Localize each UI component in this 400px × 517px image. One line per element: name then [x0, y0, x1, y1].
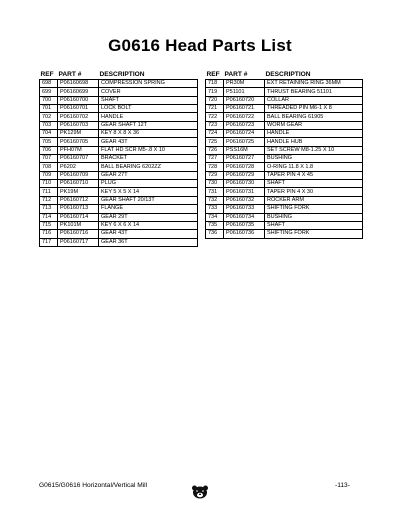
- description-cell: SET SCREW M8-1.25 X 10: [265, 146, 363, 154]
- description-cell: GEAR 27T: [99, 171, 198, 179]
- part-number-cell: P06160730: [224, 180, 265, 188]
- description-cell: COVER: [99, 88, 198, 96]
- table-row: [40, 205, 198, 213]
- part-number-cell: P06160714: [58, 213, 99, 221]
- table-row: [40, 138, 198, 146]
- part-number-cell: P06160710: [58, 180, 99, 188]
- table-row: [40, 130, 198, 138]
- part-number-cell: P06160705: [58, 138, 99, 146]
- ref-cell: 698: [40, 80, 58, 88]
- page-number: -113-: [335, 482, 350, 489]
- ref-cell: 703: [40, 121, 58, 129]
- description-cell: GEAR 29T: [99, 213, 198, 221]
- table-row: [206, 105, 363, 113]
- parts-table-left-body: [40, 80, 198, 247]
- part-number-cell: P06160700: [58, 96, 99, 104]
- ref-cell: 725: [206, 138, 224, 146]
- table-row: [206, 80, 363, 88]
- table-row: [40, 213, 198, 221]
- table-row: [40, 180, 198, 188]
- description-cell: GEAR SHAFT 12T: [99, 121, 198, 129]
- description-cell: GEAR 36T: [99, 238, 198, 246]
- ref-cell: 736: [206, 230, 224, 238]
- table-row: [206, 221, 363, 229]
- table-row: [40, 121, 198, 129]
- description-cell: SHIFTING FORK: [265, 230, 363, 238]
- description-cell: BALL BEARING 6202ZZ: [99, 163, 198, 171]
- part-number-cell: P06160707: [58, 155, 99, 163]
- description-cell: BRACKET: [99, 155, 198, 163]
- description-cell: BUSHING: [265, 213, 363, 221]
- part-number-cell: P06160709: [58, 171, 99, 179]
- ref-cell: 731: [206, 188, 224, 196]
- ref-cell: 717: [40, 238, 58, 246]
- table-row: [40, 230, 198, 238]
- ref-cell: 712: [40, 196, 58, 204]
- description-cell: HANDLE HUB: [265, 138, 363, 146]
- ref-cell: 718: [206, 80, 224, 88]
- description-cell: KEY 5 X 5 X 14: [99, 188, 198, 196]
- bear-head-icon: [191, 485, 209, 499]
- part-number-cell: P06160717: [58, 238, 99, 246]
- table-row: [40, 221, 198, 229]
- description-cell: TAPER PIN 4 X 30: [265, 188, 363, 196]
- part-number-cell: P06160712: [58, 196, 99, 204]
- ref-cell: 727: [206, 155, 224, 163]
- part-number-cell: P06160733: [224, 205, 265, 213]
- part-number-cell: PSS16M: [224, 146, 265, 154]
- table-row: [206, 171, 363, 179]
- ref-column-header: REF: [40, 70, 54, 78]
- ref-cell: 716: [40, 230, 58, 238]
- table-row: [206, 88, 363, 96]
- ref-cell: 699: [40, 88, 58, 96]
- part-number-cell: P51101: [224, 88, 265, 96]
- part-number-cell: P06160729: [224, 171, 265, 179]
- ref-cell: 700: [40, 96, 58, 104]
- table-header-row: [40, 70, 198, 80]
- ref-cell: 723: [206, 121, 224, 129]
- description-cell: COLLAR: [265, 96, 363, 104]
- ref-cell: 728: [206, 163, 224, 171]
- parts-table-left: [39, 70, 198, 247]
- table-row: [40, 88, 198, 96]
- description-cell: SHAFT: [265, 180, 363, 188]
- part-number-cell: P06160736: [224, 230, 265, 238]
- ref-column-header: REF: [206, 70, 220, 78]
- part-number-cell: P06160723: [224, 121, 265, 129]
- part-number-cell: PK129M: [58, 130, 99, 138]
- part-number-cell: P6202: [58, 163, 99, 171]
- table-row: [40, 238, 198, 246]
- ref-cell: 702: [40, 113, 58, 121]
- description-cell: TAPER PIN 4 X 45: [265, 171, 363, 179]
- table-row: [206, 213, 363, 221]
- page-title: G0616 Head Parts List: [108, 36, 292, 55]
- ref-cell: 732: [206, 196, 224, 204]
- part-number-cell: PFH07M: [58, 146, 99, 154]
- ref-cell: 711: [40, 188, 58, 196]
- table-row: [206, 163, 363, 171]
- ref-cell: 701: [40, 105, 58, 113]
- part-number-cell: P06160702: [58, 113, 99, 121]
- description-cell: ROCKER ARM: [265, 196, 363, 204]
- description-cell: HANDLE: [99, 113, 198, 121]
- description-cell: KEY 8 X 8 X 36: [99, 130, 198, 138]
- ref-cell: 724: [206, 130, 224, 138]
- ref-cell: 714: [40, 213, 58, 221]
- part-number-cell: PR30M: [224, 80, 265, 88]
- part-column-header: PART #: [58, 70, 82, 78]
- description-cell: BUSHING: [265, 155, 363, 163]
- ref-cell: 713: [40, 205, 58, 213]
- part-number-cell: P06160703: [58, 121, 99, 129]
- part-number-cell: P06160721: [224, 105, 265, 113]
- description-cell: PLUG: [99, 180, 198, 188]
- table-row: [206, 138, 363, 146]
- description-column-header: DESCRIPTION: [265, 70, 311, 78]
- part-number-cell: P06160732: [224, 196, 265, 204]
- ref-cell: 705: [40, 138, 58, 146]
- part-number-cell: P06160713: [58, 205, 99, 213]
- table-row: [40, 188, 198, 196]
- ref-cell: 735: [206, 221, 224, 229]
- ref-cell: 734: [206, 213, 224, 221]
- ref-cell: 721: [206, 105, 224, 113]
- ref-cell: 720: [206, 96, 224, 104]
- part-number-cell: P06160725: [224, 138, 265, 146]
- description-cell: SHAFT: [265, 221, 363, 229]
- description-cell: SHIFTING FORK: [265, 205, 363, 213]
- part-column-header: PART #: [224, 70, 248, 78]
- ref-cell: 726: [206, 146, 224, 154]
- part-number-cell: P06160735: [224, 221, 265, 229]
- table-row: [206, 96, 363, 104]
- description-cell: GEAR 43T: [99, 230, 198, 238]
- ref-cell: 709: [40, 171, 58, 179]
- part-number-cell: P06160731: [224, 188, 265, 196]
- part-number-cell: P06160727: [224, 155, 265, 163]
- description-cell: GEAR 43T: [99, 138, 198, 146]
- ref-cell: 730: [206, 180, 224, 188]
- table-row: [206, 113, 363, 121]
- part-number-cell: P06160734: [224, 213, 265, 221]
- part-number-cell: P06160722: [224, 113, 265, 121]
- description-cell: EXT RETAINING RING 36MM: [265, 80, 363, 88]
- table-row: [40, 105, 198, 113]
- description-cell: COMPRESSION SPRING: [99, 80, 198, 88]
- description-cell: WORM GEAR: [265, 121, 363, 129]
- description-cell: THREADED PIN M6-1 X 8: [265, 105, 363, 113]
- table-row: [206, 146, 363, 154]
- footer-manual-title: G0615/G0616 Horizontal/Vertical Mill: [39, 482, 148, 489]
- part-number-cell: P06160716: [58, 230, 99, 238]
- table-row: [40, 196, 198, 204]
- ref-cell: 715: [40, 221, 58, 229]
- ref-cell: 706: [40, 146, 58, 154]
- table-row: [40, 146, 198, 154]
- table-row: [206, 121, 363, 129]
- table-row: [40, 113, 198, 121]
- table-row: [40, 155, 198, 163]
- ref-cell: 729: [206, 171, 224, 179]
- parts-table-right: [205, 70, 363, 239]
- ref-cell: 733: [206, 205, 224, 213]
- ref-cell: 719: [206, 88, 224, 96]
- table-header-row: [206, 70, 363, 80]
- table-row: [206, 196, 363, 204]
- table-row: [206, 130, 363, 138]
- description-cell: O-RING 11.8 X 1.8: [265, 163, 363, 171]
- table-row: [206, 180, 363, 188]
- ref-cell: 722: [206, 113, 224, 121]
- description-column-header: DESCRIPTION: [99, 70, 145, 78]
- description-cell: FLAT HD SCR M5-.8 X 10: [99, 146, 198, 154]
- table-row: [40, 163, 198, 171]
- table-row: [40, 80, 198, 88]
- description-cell: FLANGE: [99, 205, 198, 213]
- table-row: [206, 230, 363, 238]
- table-row: [40, 96, 198, 104]
- table-row: [206, 155, 363, 163]
- description-cell: KEY 6 X 6 X 14: [99, 221, 198, 229]
- part-number-cell: P06160724: [224, 130, 265, 138]
- ref-cell: 708: [40, 163, 58, 171]
- part-number-cell: P06160698: [58, 80, 99, 88]
- part-number-cell: P06160720: [224, 96, 265, 104]
- table-row: [206, 188, 363, 196]
- part-number-cell: PK101M: [58, 221, 99, 229]
- parts-table-right-body: [206, 80, 363, 239]
- part-number-cell: P06160701: [58, 105, 99, 113]
- part-number-cell: P06160699: [58, 88, 99, 96]
- description-cell: SHAFT: [99, 96, 198, 104]
- description-cell: BALL BEARING 61905: [265, 113, 363, 121]
- ref-cell: 704: [40, 130, 58, 138]
- table-row: [40, 171, 198, 179]
- description-cell: HANDLE: [265, 130, 363, 138]
- description-cell: LOCK BOLT: [99, 105, 198, 113]
- description-cell: THRUST BEARING 51101: [265, 88, 363, 96]
- part-number-cell: P06160728: [224, 163, 265, 171]
- ref-cell: 707: [40, 155, 58, 163]
- description-cell: GEAR SHAFT 20/13T: [99, 196, 198, 204]
- part-number-cell: PK19M: [58, 188, 99, 196]
- ref-cell: 710: [40, 180, 58, 188]
- table-row: [206, 205, 363, 213]
